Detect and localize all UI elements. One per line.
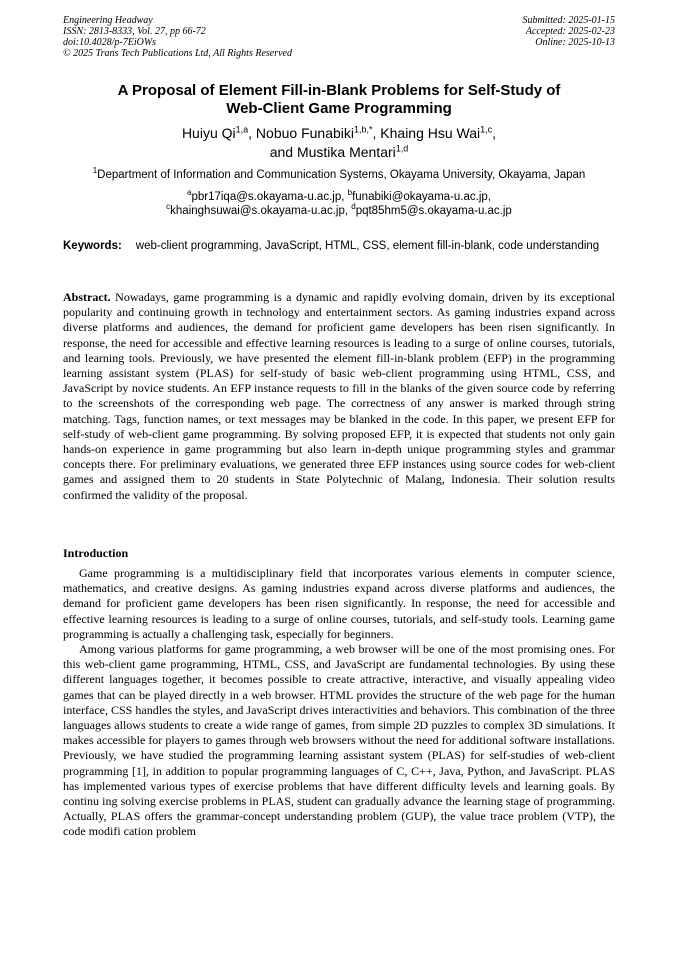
section-heading-introduction: Introduction [63,546,129,560]
author-list [63,124,615,162]
title-line-1: A Proposal of Element Fill-in-Blank Problems for Self-Study of [117,82,561,99]
email-link[interactable]: funabiki@okayama-u.ac.jp [352,191,488,203]
author-sup: 1,d [395,143,409,154]
author-line-1 [63,124,615,143]
author-line-2 [63,143,615,162]
author-sup: 1,c [480,124,493,135]
email-link[interactable]: pbr17iqa@s.okayama-u.ac.jp [191,191,342,203]
title-line-2: Web-Client Game Programming [226,100,452,117]
email-sup: a [187,188,192,198]
abstract-text: Nowadays, game programming is a dynamic and rapidly evolving domain, driven by its exceptional popularity and continuing growth in technology and entertainment sectors. As gaming industries expand across diverse platforms and audiences, the demand for proficient game developers has been risen significantly. In response, the need for accessible and effective learning resources is leading to a surge of online courses, tutorials, and learning tools. Previously, we have presented the element fill-in-blank problem (EFP) in the programming learning assistant system (PLAS) for self-study of basic web-client programming using HTML, CSS, and JavaScript by novice students. An EFP instance requests to fill in the blanks of the given source code by referring to the screenshots of the corresponding web page. The correctness of any answer is marked through string matching. Tags, function names, or text messages may be blanked in the code. In this paper, we present EFP for self-study of web-client game programming. By solving proposed EFP, it is expected that students not only gain hands-on experience in game programming but also learn in-depth unique programming styles and grammar concepts there. For preliminary evaluations, we generated three EFP instances using source codes for web-client games and assigned them to 20 students in State Polytechnic of Malang, Indonesia. Their solution results confirmed the validity of the proposal. [63,290,615,502]
author-name: Mustika Mentari [296,144,396,160]
paragraph: Game programming is a multidisciplinary field that incorporates various elements in computer science, mathematics, and creative designs. As gaming industries expand across diverse platforms and audiences, the demand for proficient game developers has been risen significantly. In response, the need for accessible and effective learning resources is leading to a surge of online courses, tutorials, and self-study tools. Learning game programming is actually a challenging task, especially for beginners. [63,566,615,641]
author-sup: 1,a [235,124,249,135]
online-date: Online: 2025-10-13 [535,37,615,48]
email-line-2: $^c$khainghsuwai@s.okayama-u.ac.jp, $^d$pqt85hm5@s.okayama-u.ac.jp [166,202,512,217]
author-sup: 1,b,* [353,124,373,135]
email-sup: c [166,202,171,212]
abstract-label: Abstract. [63,290,111,304]
abstract [63,290,615,503]
paper-title [63,82,615,118]
author-separator: , [492,125,497,141]
author-separator: , [248,125,256,141]
doi: doi:10.4028/p-7EiOWs [63,37,157,48]
journal-header-left [63,15,292,59]
affiliation [63,168,615,182]
journal-header-right [523,15,616,48]
submitted-date: Submitted: 2025-01-15 [522,15,615,26]
keywords [63,239,615,253]
author-separator: , [372,125,381,141]
author-emails [63,190,615,218]
keywords-label: Keywords: [63,240,122,252]
author-name: Nobuo Funabiki [255,125,354,141]
author-name: Huiyu Qi [181,125,236,141]
keywords-text: web-client programming, JavaScript, HTML, CSS, element fill-in-blank, code understanding [135,240,600,252]
email-line-1: $^a$pbr17iqa@s.okayama-u.ac.jp, $^b$funabiki@okayama-u.ac.jp, [187,188,491,203]
email-sup: b [347,188,353,198]
affiliation-text: Department of Information and Communication Systems, Okayama University, Okayama, Japan [97,169,586,181]
email-sup: d [351,202,356,212]
paragraph: Among various platforms for game programming, a web browser will be one of the most promising ones. For this web-client game programming, HTML, CSS, and JavaScript are fundamental technologies. By using these different languages together, it becomes possible to create attractive, interactive, and visually appealing video games that can be played directly in a web browser. HTML provides the structure of the web page for the human interface, CSS handles the styles, and JavaScript drives interactivities and behaviors. This combination of the three languages allows students to create a wide range of games, from simple 2D puzzles to complex 3D simulations. It makes accessible for players to games through web browsers without the need for additional software installations. Previously, we have studied the programming learning assistant system (PLAS) for self-studies of web-client programming [1], in addition to popular programming languages of C, C++, Java, Python, and JavaScript. PLAS has implemented various types of exercise problems that have different difficulty levels and learning goals. By continu ing solving exercise problems in PLAS, student can gradually advance the learning stage of programming. Actually, PLAS offers the grammar-concept understanding problem (GUP), the value trace problem (VTP), the code modifi cation problem [63,642,615,839]
introduction-body [63,566,615,840]
affiliation-sup: 1 [92,166,98,176]
email-link[interactable]: khainghsuwai@s.okayama-u.ac.jp [170,205,345,217]
author-conjunction: and [269,144,297,160]
copyright: © 2025 Trans Tech Publications Ltd, All Rights Reserved [63,48,292,59]
issn: ISSN: 2813-8333, Vol. 27, pp 66-72 [63,26,206,37]
accepted-date: Accepted: 2025-02-23 [525,26,615,37]
author-name: Khaing Hsu Wai [380,125,481,141]
journal-name: Engineering Headway [63,15,153,26]
email-link[interactable]: pqt85hm5@s.okayama-u.ac.jp [355,205,512,217]
